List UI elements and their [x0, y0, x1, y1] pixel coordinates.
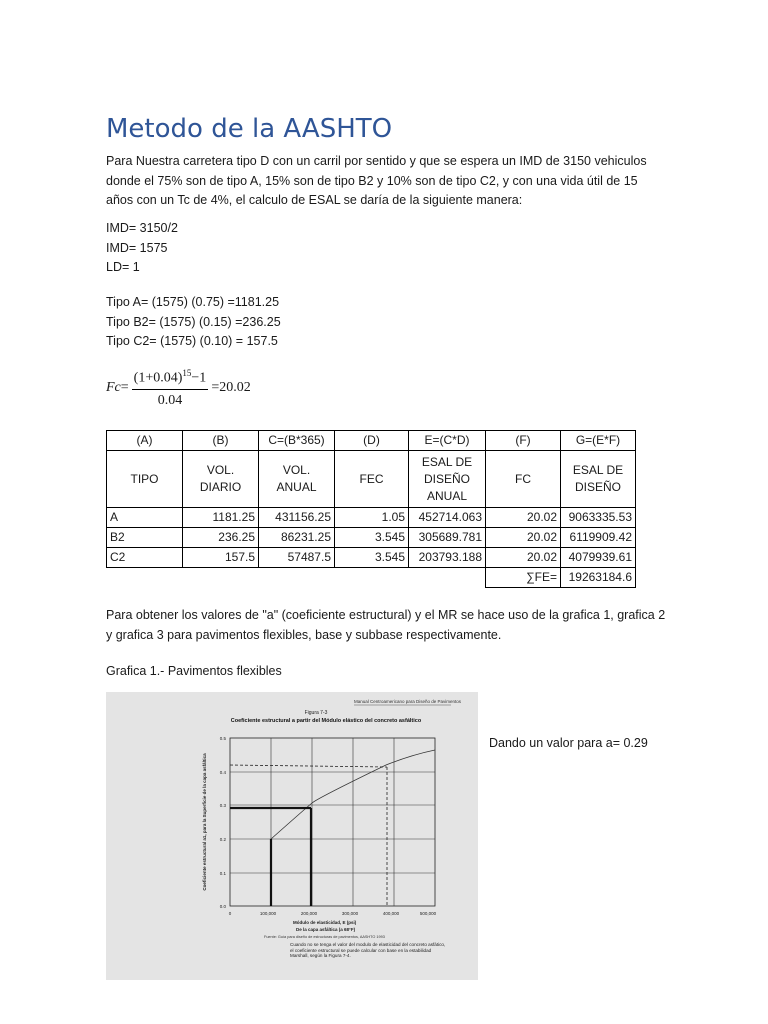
grafica-caption: Grafica 1.- Pavimentos flexibles	[106, 664, 282, 678]
table-cell: 157.5	[183, 548, 259, 568]
table-cell: 20.02	[486, 528, 561, 548]
formula-numerator	[132, 368, 209, 390]
table-header: FC	[486, 451, 561, 508]
x-tick: 300,000	[341, 911, 359, 916]
table-cell: 6119909.42	[561, 528, 636, 548]
table-cell: (D)	[335, 431, 409, 451]
blank-cell	[107, 568, 183, 588]
figure-header-small: Manual Centroamericano para Diseño de Pavimentos	[354, 699, 462, 704]
tipo-b2-line: Tipo B2= (1575) (0.15) =236.25	[106, 314, 281, 329]
table-cell: 4079939.61	[561, 548, 636, 568]
formula-eq: =	[120, 380, 129, 396]
table-cell: 20.02	[486, 548, 561, 568]
figure-title: Coeficiente estructural a partir del Módulo elástico del concreto asfáltico	[230, 718, 422, 724]
blank-cell	[259, 568, 335, 588]
table-row	[107, 508, 636, 528]
x-tick: 400,000	[382, 911, 400, 916]
table-cell: B2	[107, 528, 183, 548]
blank-cell	[409, 568, 486, 588]
table-cell: 3.545	[335, 528, 409, 548]
formula-fraction	[132, 368, 209, 409]
table-cell: C=(B*365)	[259, 431, 335, 451]
x-tick: 200,000	[300, 911, 318, 916]
formula-base: (1+0.04)	[133, 370, 183, 386]
x-tick: 0	[228, 911, 232, 916]
figure-label: Figura 7-3	[304, 710, 328, 716]
formula-result: =20.02	[211, 380, 251, 396]
table-header: ESAL DE DISEÑO	[561, 451, 636, 508]
tipo-c2-line: Tipo C2= (1575) (0.10) = 157.5	[106, 334, 278, 348]
table-cell: A	[107, 508, 183, 528]
table-cell: 305689.781	[409, 528, 486, 548]
grafica-1-image	[106, 692, 478, 980]
table-cell: (A)	[107, 431, 183, 451]
table-letter-row	[107, 431, 636, 451]
table-cell: E=(C*D)	[409, 431, 486, 451]
y-tick: 0.2	[219, 837, 226, 842]
table-cell: (B)	[183, 431, 259, 451]
table-header: ESAL DE DISEÑO ANUAL	[409, 451, 486, 508]
table-cell: 236.25	[183, 528, 259, 548]
side-note: Dando un valor para a= 0.29	[489, 736, 648, 750]
table-row	[107, 528, 636, 548]
paragraph-2: Para obtener los valores de "a" (coeficiente estructural) y el MR se hace uso de la grafica 1, grafica 2 y grafica 3 para pavimentos flexibles, base y subbase respectivamente.	[106, 608, 666, 642]
page-title: Metodo de la AASHTO	[106, 114, 393, 144]
tipo-a-line: Tipo A= (1575) (0.75) =1181.25	[106, 295, 280, 309]
table-row	[107, 548, 636, 568]
table-cell: 20.02	[486, 508, 561, 528]
ld-line: LD= 1	[106, 260, 140, 274]
table-total-row	[107, 568, 636, 588]
fc-formula	[106, 368, 251, 409]
figure-note: Cuando no se tenga el valor del modulo de elasticidad del concreto asfático, el coeficiente estructural se puede calcular con base en la estabilidad Marshall, según la Figura 7-4.	[290, 942, 446, 959]
table-cell: 452714.063	[409, 508, 486, 528]
table-header: VOL. DIARIO	[183, 451, 259, 508]
y-tick: 0.0	[219, 904, 226, 909]
x-axis-label: Módulo de elasticidad, E (psi)	[293, 920, 357, 925]
esal-table	[106, 430, 636, 588]
table-cell: 9063335.53	[561, 508, 636, 528]
imd-line: IMD= 1575	[106, 240, 168, 255]
table-cell: 3.545	[335, 548, 409, 568]
total-label: ∑FE=	[486, 568, 561, 588]
table-cell: 1181.25	[183, 508, 259, 528]
y-tick: 0.3	[219, 803, 226, 808]
table-header: FEC	[335, 451, 409, 508]
imd-lines	[106, 219, 178, 278]
table-header: TIPO	[107, 451, 183, 508]
total-value: 19263184.6	[561, 568, 636, 588]
table-cell: C2	[107, 548, 183, 568]
table-cell: 86231.25	[259, 528, 335, 548]
table-cell: 203793.188	[409, 548, 486, 568]
formula-tail: −1	[191, 370, 207, 386]
blank-cell	[183, 568, 259, 588]
table-cell: 1.05	[335, 508, 409, 528]
table-header: VOL. ANUAL	[259, 451, 335, 508]
y-axis-label: Coeficiente estructural a1, para la Superficie de la capa asfáltica	[202, 753, 207, 891]
figure-source: Fuente: Guía para diseño de estructuras de pavimentos, AASHTO 1993	[264, 935, 385, 939]
formula-lhs: Fc	[106, 380, 121, 396]
table-cell: G=(E*F)	[561, 431, 636, 451]
x-tick: 100,000	[259, 911, 277, 916]
table-cell: (F)	[486, 431, 561, 451]
x-tick: 500,000	[419, 911, 437, 916]
x-axis-label-2: De la capa asfáltica (a 68°F)	[296, 927, 356, 932]
y-tick: 0.1	[219, 871, 226, 876]
y-tick: 0.4	[219, 770, 226, 775]
table-header-row	[107, 451, 636, 508]
formula-denominator: 0.04	[157, 392, 183, 408]
formula-exponent: 15	[182, 368, 192, 378]
blank-cell	[335, 568, 409, 588]
table-cell: 431156.25	[259, 508, 335, 528]
y-tick: 0.5	[219, 736, 226, 741]
intro-paragraph: Para Nuestra carretera tipo D con un carril por sentido y que se espera un IMD de 3150 vehiculos donde el 75% son de tipo A, 15% son de tipo B2 y 10% son de tipo C2, y con una vida útil de 15 años con un Tc de 4%, el calculo de ESAL se daría de la siguiente manera:	[106, 154, 647, 207]
tipo-lines	[106, 293, 281, 352]
imd-line: IMD= 3150/2	[106, 221, 178, 235]
table-cell: 57487.5	[259, 548, 335, 568]
